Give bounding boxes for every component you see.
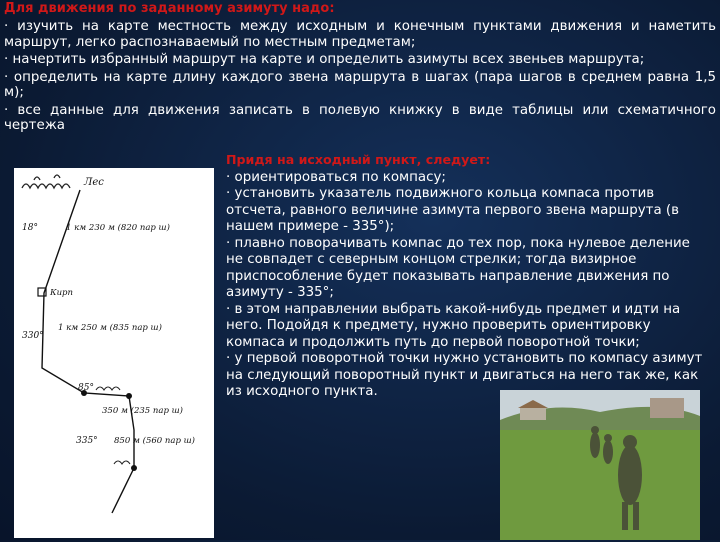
- procedure-item: · плавно поворачивать компас до тех пор, пока нулевое деление не совпадет с северным концом стрелки; тогда визирное приспособление будет показывать направление движения по азимуту - 335°;: [226, 235, 690, 300]
- leg-label: 850 м (560 пар ш): [114, 436, 195, 446]
- top-item: · начертить избранный маршрут на карте и определить азимуты всех звеньев маршрута;: [4, 52, 645, 67]
- top-item: · все данные для движения записать в полевую книжку в виде таблицы или схематичного чертежа: [4, 102, 716, 133]
- turn-point-marker: [126, 393, 132, 399]
- azimuth-label: 18°: [22, 223, 38, 233]
- azimuth-label: 85°: [78, 383, 94, 393]
- procedure-item: · у первой поворотной точки нужно установить по компасу азимут на следующий поворотный пункт и двигаться на него так же, как из исходного пункта.: [226, 351, 703, 399]
- turn-point-marker: [131, 465, 137, 471]
- procedure-item: · в этом направлении выбрать какой-нибудь предмет и идти на него. Подойдя к предмету, нужно проверить ориентировку компаса и продолжить путь до первой поворотной точки;: [226, 301, 681, 350]
- route-diagram-svg: [14, 168, 214, 538]
- azimuth-label: 330°: [22, 331, 44, 341]
- route-line: [42, 190, 134, 513]
- well-label: Кирп: [50, 288, 73, 298]
- procedure-item: · ориентироваться по компасу;: [226, 169, 446, 185]
- procedure-heading: Придя на исходный пункт, следует:: [226, 152, 491, 167]
- top-item: · определить на карте длину каждого звена маршрута в шагах (пара шагов в среднем равна 1,5 м);: [4, 69, 716, 100]
- procedure-item: · установить указатель подвижного кольца компаса против отсчета, равного величине азимута первого звена маршрута (в нашем примере - 335°);: [226, 186, 680, 234]
- soldiers-photo-image: [500, 390, 700, 540]
- page-heading: Для движения по заданному азимуту надо:: [4, 1, 335, 16]
- leg-label: 1 км 230 м (820 пар ш): [66, 223, 170, 233]
- top-instructions: [4, 19, 716, 136]
- azimuth-label: 335°: [76, 436, 98, 446]
- forest-icon: [22, 175, 70, 188]
- leg-label: 350 м (235 пар ш): [102, 406, 183, 416]
- soldiers-photo: [500, 390, 700, 540]
- leg-label: 1 км 250 м (835 пар ш): [58, 323, 162, 333]
- procedure-block: [226, 152, 706, 401]
- top-item: · изучить на карте местность между исходным и конечным пунктами движения и наметить маршрут, легко распознаваемый по местным предметам;: [4, 19, 716, 50]
- route-diagram: [14, 168, 214, 538]
- forest-label: Лес: [84, 177, 104, 188]
- bush-icon: [96, 387, 130, 464]
